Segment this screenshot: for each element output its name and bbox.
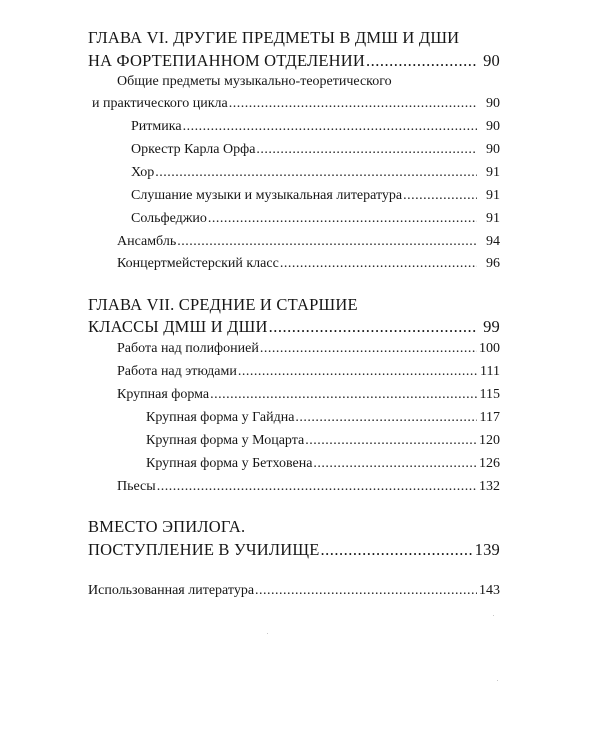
dot-leader <box>238 365 477 379</box>
entry-title: Слушание музыки и музыкальная литература <box>131 188 403 203</box>
chapter-7-title-line-1: ГЛАВА VII. СРЕДНИЕ И СТАРШИЕ <box>88 295 358 314</box>
dot-leader <box>177 235 477 249</box>
page-number: 115 <box>479 387 500 402</box>
toc-entry-polyphony <box>117 342 500 356</box>
entry-title: Ритмика <box>131 119 182 134</box>
toc-entry-music-listening <box>131 189 500 203</box>
toc-entry-solfeggio <box>131 212 500 226</box>
page-number: 90 <box>486 119 500 134</box>
toc-entry-ensemble <box>117 235 500 249</box>
entry-title: Использованная литература <box>88 583 255 598</box>
dot-leader <box>256 143 477 157</box>
page-number: 94 <box>486 234 500 249</box>
entry-title: Крупная форма <box>117 387 210 402</box>
toc-entry-references <box>88 584 500 598</box>
scan-speck <box>497 680 498 681</box>
page-number: 90 <box>486 96 500 111</box>
general-subjects-line-2: и практического цикла <box>92 96 228 111</box>
toc-entry-general-subjects <box>92 97 500 111</box>
toc-entry-epilogue <box>88 542 500 559</box>
page-number: 96 <box>486 256 500 271</box>
entry-title: Оркестр Карла Орфа <box>131 142 256 157</box>
toc-entry-large-form <box>117 388 500 402</box>
page-number: 117 <box>479 410 500 425</box>
page-number: 90 <box>483 51 500 70</box>
dot-leader <box>229 97 477 111</box>
toc-entry-etudes <box>117 365 500 379</box>
entry-title: Работа над полифонией <box>117 341 259 356</box>
dot-leader <box>208 212 477 226</box>
dot-leader <box>295 411 477 425</box>
page-number: 99 <box>483 317 500 336</box>
entry-title: Работа над этюдами <box>117 364 237 379</box>
chapter-6-title-line-1: ГЛАВА VI. ДРУГИЕ ПРЕДМЕТЫ В ДМШ И ДШИ <box>88 28 460 47</box>
dot-leader <box>183 120 477 134</box>
dot-leader <box>366 53 477 70</box>
entry-title: Ансамбль <box>117 234 177 249</box>
page-number: 143 <box>479 583 500 598</box>
dot-leader <box>157 480 477 494</box>
toc-entry-orff-orchestra <box>131 143 500 157</box>
epilogue-title-line-1: ВМЕСТО ЭПИЛОГА. <box>88 517 246 536</box>
dot-leader <box>269 319 477 336</box>
toc-entry-chapter-7 <box>88 319 500 336</box>
dot-leader <box>280 257 477 271</box>
toc-entry-pieces <box>117 480 500 494</box>
page-number: 132 <box>479 479 500 494</box>
page-number: 90 <box>486 142 500 157</box>
toc-entry-choir <box>131 166 500 180</box>
page-number: 139 <box>474 540 500 559</box>
toc-entry-accompaniment-class <box>117 257 500 271</box>
entry-title: Крупная форма у Гайдна <box>146 410 295 425</box>
page-number: 120 <box>479 433 500 448</box>
toc-entry-beethoven <box>146 457 500 471</box>
chapter-6-title-line-2: НА ФОРТЕПИАННОМ ОТДЕЛЕНИИ <box>88 51 366 70</box>
entry-title: Концертмейстерский класс <box>117 256 279 271</box>
scan-speck <box>267 633 268 634</box>
page-number: 100 <box>479 341 500 356</box>
entry-title: Хор <box>131 165 155 180</box>
page-number: 91 <box>486 165 500 180</box>
dot-leader <box>260 342 477 356</box>
dot-leader <box>313 457 477 471</box>
general-subjects-line-1: Общие предметы музыкально-теоретического <box>117 74 392 89</box>
toc-entry-haydn <box>146 411 500 425</box>
dot-leader <box>255 584 477 598</box>
dot-leader <box>403 189 477 203</box>
page-number: 91 <box>486 211 500 226</box>
toc-entry-chapter-6 <box>88 53 500 70</box>
dot-leader <box>210 388 477 402</box>
scan-speck <box>493 615 494 616</box>
entry-title: Крупная форма у Моцарта <box>146 433 305 448</box>
page-number: 111 <box>480 364 500 379</box>
dot-leader <box>155 166 477 180</box>
chapter-7-title-line-2: КЛАССЫ ДМШ И ДШИ <box>88 317 268 336</box>
page-number: 126 <box>479 456 500 471</box>
epilogue-title-line-2: ПОСТУПЛЕНИЕ В УЧИЛИЩЕ <box>88 540 320 559</box>
entry-title: Пьесы <box>117 479 156 494</box>
dot-leader <box>321 542 474 559</box>
page-number: 91 <box>486 188 500 203</box>
entry-title: Сольфеджио <box>131 211 207 226</box>
toc-entry-rhythmics <box>131 120 500 134</box>
dot-leader <box>305 434 477 448</box>
entry-title: Крупная форма у Бетховена <box>146 456 313 471</box>
toc-entry-mozart <box>146 434 500 448</box>
